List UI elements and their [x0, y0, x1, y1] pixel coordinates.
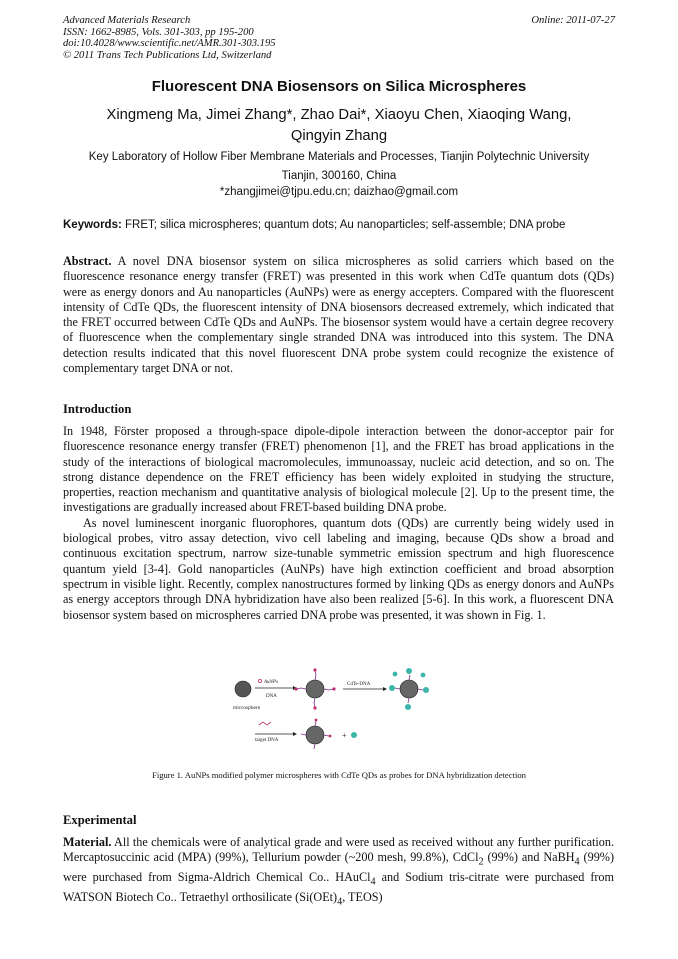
intro-paragraph-1: In 1948, Förster proposed a through-space dipole-dipole interaction between the donor-acceptor pair for fluorescence resonance energy transfer (FRET) phenomenon [1], and the FRET has broad applications in the study of the interactions of biological macromolecules, immunoassay, nucleic acid detection, and so on. The strong distance dependence on the FRET efficiency has been widely exploited in studying the structure, properties, reaction mechanism and quantitative analysis of biological molecule [2]. Up to the present time, the investigations are gradually increased about FRET-based building DNA probe. [63, 424, 614, 515]
affiliation-city: Tianjin, 300160, China [281, 170, 397, 182]
paper-title: Fluorescent DNA Biosensors on Silica Microspheres [151, 78, 527, 95]
material-paragraph: Material. All the chemicals were of analytical grade and were used as received without any further purification. Mercaptosuccinic acid (MPA) (99%), Tellurium powder (~200 mesh, 99.8%), CdCl$_2$ (99%) and NaBH$_4$ (99%) were purchased from Sigma-Aldrich Chemical Co.. HAuCl$_4$ and Sodium tris-citrate were purchased from WATSON Biotech Co.. Tetraethyl orthosilicate ($Si(OEt)_4$, TEOS) [63, 835, 615, 908]
arrowhead-step-2 [383, 687, 387, 691]
aunp-modified-microsphere [294, 668, 335, 709]
affiliation: Key Laboratory of Hollow Fiber Membrane Materials and Processes, Tianjin Polytechnic University [88, 151, 590, 163]
author-list [70, 105, 608, 147]
doi-line: doi:10.4028/www.scientific.net/AMR.301-303.195 [63, 38, 276, 49]
material-text-d: and Sodium tris-citrate were purchased from WATSON Biotech Co.. Tetraethyl orthosilicate (Si(OEt) [63, 870, 615, 904]
authors-line-1: Xingmeng Ma, Jimei Zhang*, Zhao Dai*, Xiaoyu Chen, Xiaoqing Wang, [106, 107, 572, 123]
journal-header [63, 15, 276, 61]
released-qd [351, 732, 357, 738]
keywords-text: FRET; silica microspheres; quantum dots; Au nanoparticles; self-assemble; DNA probe [125, 219, 566, 231]
abstract [63, 254, 614, 376]
qd-probe-microsphere [389, 668, 429, 710]
issn-line: ISSN: 1662-8985, Vols. 301-303, pp 195-200 [63, 26, 254, 38]
arrowhead-step-3 [293, 732, 297, 736]
introduction-body [63, 424, 614, 623]
experimental-heading: Experimental [63, 813, 137, 827]
abstract-text: A novel DNA biosensor system on silica microspheres as solid carriers which based on the fluorescence resonance energy transfer (FRET) was presented in this work when CdTe quantum dots (QDs) were as energy donors and Au nanoparticles (AuNPs) were as energy accepters. Compared with the fluorescent intensity of CdTe QDs, the fluorescent intensity of DNA biosensors decreased extremely, which indicated that the FRET occurred between CdTe QDs and AuNPs. The biosensor system would have a certain degree recovery of fluorescence when the complementary single stranded DNA was introduced into this system. The DNA detection results indicated that this novel fluorescent DNA probe system could recognize the existence of complementary target DNA or not. [63, 254, 615, 376]
material-label: Material. [63, 835, 112, 849]
author-emails: *zhangjimei@tjpu.edu.cn; daizhao@gmail.com [219, 186, 459, 198]
material-text-a: All the chemicals were of analytical grade and were used as received without any further purification. Mercaptosuccinic acid (MPA) (99%), Tellurium powder (~200 mesh, 99.8%), CdCl [63, 835, 615, 865]
abstract-label: Abstract. [63, 254, 112, 268]
dna-label: DNA [266, 694, 277, 699]
introduction-heading: Introduction [63, 402, 132, 416]
intro-paragraph-2: As novel luminescent inorganic fluorophores, quantum dots (QDs) are currently being widely used in biological probes, vitro assay detection, vivo cell labeling and imaging, because QDs show a broad and continuous excitation spectrum, narrow size-tunable symmetric emission spectrum and high fluorescence quantum yield [3-4]. Gold nanoparticles (AuNPs) have high extinction coefficient and broad absorption spectrum in visible light. Recently, complex nanostructures formed by linking QDs as energy donors and AuNPs as energy acceptors through DNA hybridization have also been realized [5-6]. In this work, a fluorescent DNA biosensor system based on microspheres carried DNA probe was presented, it was shown in Fig. 1. [63, 515, 614, 622]
material-text-b: (99%) and NaBH [487, 850, 575, 865]
material-text-c: (99%) were purchased from Sigma-Aldrich Chemical Co.. HAuCl [63, 850, 615, 885]
aunps-label: AuNPs [264, 680, 278, 685]
plus-sign: + [342, 731, 347, 740]
material-text-e: , TEOS) [342, 889, 383, 904]
figure-1-diagram [225, 665, 465, 755]
figure-1-caption: Figure 1. AuNPs modified polymer microspheres with CdTe QDs as probes for DNA hybridization detection [152, 770, 526, 780]
bare-microsphere [235, 681, 251, 697]
cdte-dna-label: CdTe-DNA [347, 682, 371, 687]
target-dna-label: target DNA [255, 738, 279, 743]
journal-name: Advanced Materials Research [63, 15, 191, 26]
target-dna-strand [259, 722, 271, 725]
aunp-marker [258, 679, 261, 682]
online-date: Online: 2011-07-27 [531, 15, 615, 26]
keywords [63, 219, 565, 231]
microsphere-label: microsphere [233, 705, 261, 711]
copyright-line: © 2011 Trans Tech Publications Ltd, Switzerland [63, 49, 272, 61]
keywords-label: Keywords: [63, 219, 122, 231]
authors-line-2: Qingyin Zhang [290, 128, 388, 144]
hybridized-microsphere [301, 719, 331, 749]
